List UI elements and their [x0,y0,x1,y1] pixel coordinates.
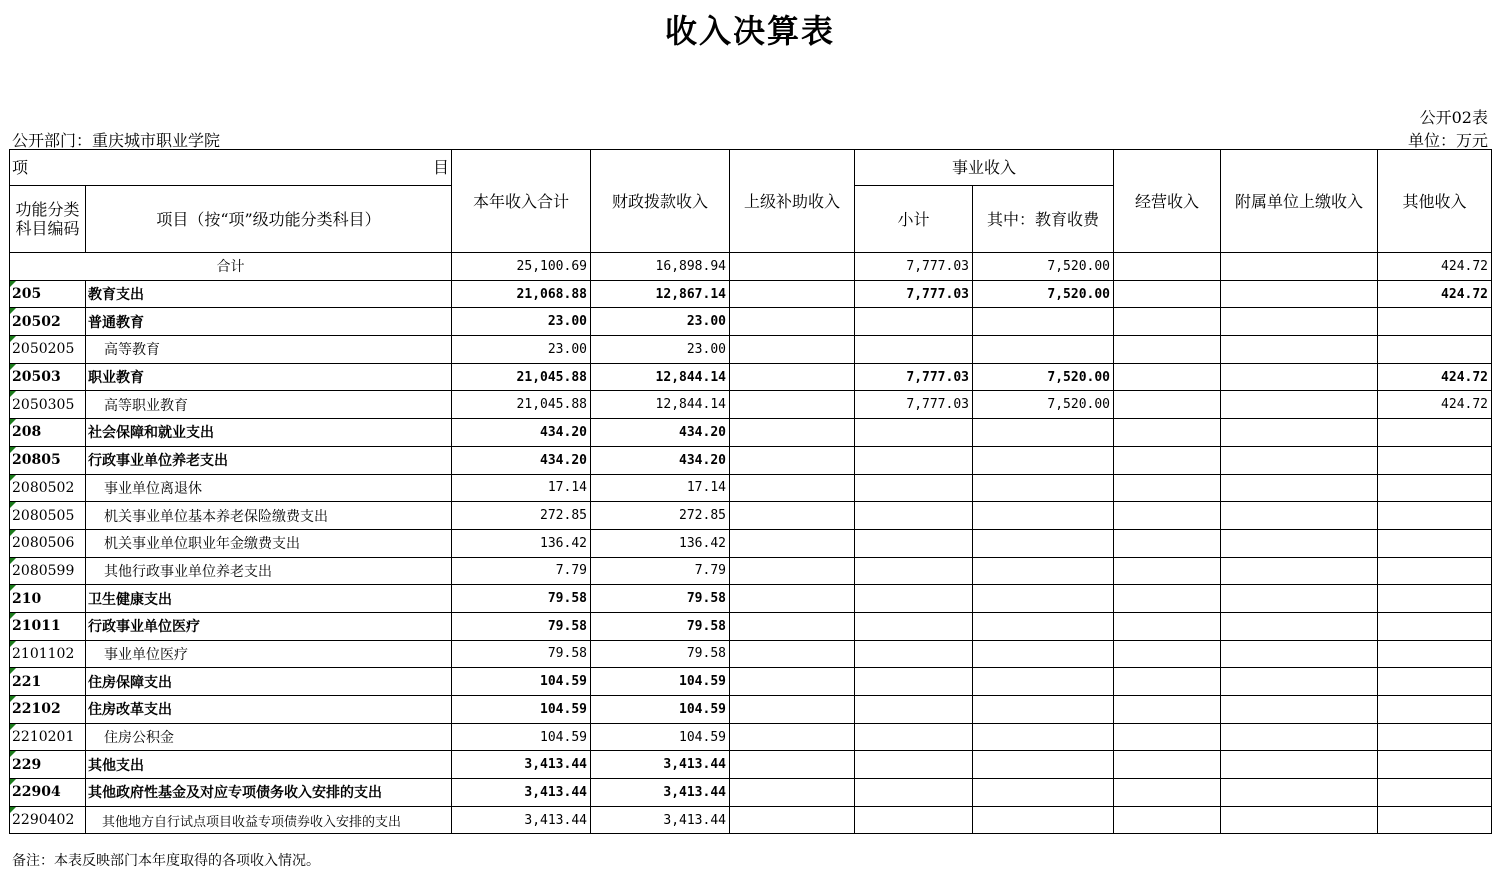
row-career-edu: 7,520.00 [973,391,1114,419]
row-total: 104.59 [452,668,591,696]
table-row [10,585,1492,613]
row-affiliated [1221,419,1378,447]
table-row [10,779,1492,807]
row-affiliated [1221,336,1378,364]
row-career-edu [973,502,1114,530]
row-fiscal: 104.59 [591,668,730,696]
row-business [1114,280,1221,308]
row-superior [730,280,855,308]
row-affiliated [1221,696,1378,724]
row-other [1378,668,1492,696]
row-total: 79.58 [452,585,591,613]
row-code: 2050305 [10,391,86,419]
table-row [10,529,1492,557]
table-row [10,391,1492,419]
row-name: 机关事业单位基本养老保险缴费支出 [86,502,452,530]
header-career-sub: 小计 [855,186,973,253]
row-superior [730,585,855,613]
row-name: 事业单位医疗 [86,640,452,668]
row-career-edu [973,612,1114,640]
row-fiscal: 104.59 [591,723,730,751]
row-code: 20503 [10,363,86,391]
header-superior: 上级补助收入 [730,150,855,253]
row-career-edu [973,446,1114,474]
table-row [10,446,1492,474]
row-superior [730,308,855,336]
row-other: 424.72 [1378,391,1492,419]
row-superior [730,474,855,502]
row-career-sub [855,557,973,585]
row-other [1378,585,1492,613]
row-fiscal: 79.58 [591,585,730,613]
row-career-sub: 7,777.03 [855,280,973,308]
row-career-edu [973,779,1114,807]
row-superior [730,557,855,585]
row-code: 2080506 [10,529,86,557]
row-fiscal: 23.00 [591,336,730,364]
row-business [1114,612,1221,640]
row-total: 136.42 [452,529,591,557]
row-career-edu [973,557,1114,585]
row-affiliated [1221,668,1378,696]
row-other [1378,502,1492,530]
row-business [1114,779,1221,807]
row-career-edu [973,806,1114,834]
row-superior [730,612,855,640]
row-fiscal: 104.59 [591,696,730,724]
row-superior [730,446,855,474]
total-affiliated [1221,253,1378,281]
row-total: 3,413.44 [452,751,591,779]
header-business: 经营收入 [1114,150,1221,253]
row-career-sub [855,640,973,668]
row-other [1378,474,1492,502]
row-code: 208 [10,419,86,447]
row-business [1114,502,1221,530]
row-superior [730,502,855,530]
row-total: 21,068.88 [452,280,591,308]
row-fiscal: 12,867.14 [591,280,730,308]
table-row [10,668,1492,696]
row-name: 行政事业单位医疗 [86,612,452,640]
row-total: 21,045.88 [452,363,591,391]
row-affiliated [1221,640,1378,668]
row-total: 104.59 [452,696,591,724]
table-row [10,474,1492,502]
total-row [10,253,1492,281]
row-career-edu [973,723,1114,751]
row-superior [730,779,855,807]
row-fiscal: 23.00 [591,308,730,336]
row-code: 22102 [10,696,86,724]
table-row [10,363,1492,391]
row-career-sub [855,696,973,724]
row-other [1378,696,1492,724]
total-fiscal: 16,898.94 [591,253,730,281]
row-name: 教育支出 [86,280,452,308]
row-code: 2290402 [10,806,86,834]
row-business [1114,419,1221,447]
row-superior [730,696,855,724]
income-table [9,149,1492,834]
row-code: 22904 [10,779,86,807]
row-fiscal: 136.42 [591,529,730,557]
row-career-sub: 7,777.03 [855,363,973,391]
total-business [1114,253,1221,281]
table-row [10,336,1492,364]
row-affiliated [1221,280,1378,308]
table-row [10,723,1492,751]
row-superior [730,640,855,668]
row-affiliated [1221,751,1378,779]
row-other [1378,446,1492,474]
row-career-sub [855,474,973,502]
row-affiliated [1221,529,1378,557]
total-other: 424.72 [1378,253,1492,281]
table-row [10,280,1492,308]
header-affiliated: 附属单位上缴收入 [1221,150,1378,253]
row-total: 272.85 [452,502,591,530]
row-career-edu [973,419,1114,447]
row-name: 机关事业单位职业年金缴费支出 [86,529,452,557]
row-business [1114,529,1221,557]
row-superior [730,363,855,391]
row-superior [730,529,855,557]
header-code: 功能分类科目编码 [10,186,86,253]
row-business [1114,806,1221,834]
row-code: 21011 [10,612,86,640]
row-total: 21,045.88 [452,391,591,419]
row-other [1378,529,1492,557]
table-row [10,557,1492,585]
row-other: 424.72 [1378,280,1492,308]
row-name: 普通教育 [86,308,452,336]
row-code: 2101102 [10,640,86,668]
row-career-sub [855,529,973,557]
row-career-edu [973,529,1114,557]
row-other [1378,779,1492,807]
total-superior [730,253,855,281]
row-code: 20805 [10,446,86,474]
row-affiliated [1221,723,1378,751]
header-career-edu: 其中：教育收费 [973,186,1114,253]
row-name: 事业单位离退休 [86,474,452,502]
row-career-sub: 7,777.03 [855,391,973,419]
row-fiscal: 434.20 [591,419,730,447]
row-total: 23.00 [452,308,591,336]
table-row [10,502,1492,530]
row-total: 17.14 [452,474,591,502]
header-other: 其他收入 [1378,150,1492,253]
row-business [1114,474,1221,502]
row-total: 3,413.44 [452,806,591,834]
department-label: 公开部门：重庆城市职业学院 [12,131,221,150]
row-other [1378,612,1492,640]
row-business [1114,557,1221,585]
row-career-edu [973,308,1114,336]
row-career-sub [855,308,973,336]
row-fiscal: 79.58 [591,612,730,640]
row-name: 社会保障和就业支出 [86,419,452,447]
row-career-sub [855,668,973,696]
row-other [1378,640,1492,668]
row-career-sub [855,751,973,779]
row-career-edu [973,668,1114,696]
row-superior [730,751,855,779]
header-item-left: 项 [12,158,29,177]
row-business [1114,640,1221,668]
row-code: 2080599 [10,557,86,585]
row-career-sub [855,336,973,364]
row-total: 434.20 [452,419,591,447]
row-career-edu [973,336,1114,364]
row-other [1378,419,1492,447]
row-business [1114,446,1221,474]
row-name: 住房保障支出 [86,668,452,696]
row-name: 住房公积金 [86,723,452,751]
row-business [1114,336,1221,364]
table-row [10,612,1492,640]
row-fiscal: 272.85 [591,502,730,530]
row-total: 434.20 [452,446,591,474]
header-career: 事业收入 [855,150,1114,186]
row-other [1378,806,1492,834]
row-name: 高等职业教育 [86,391,452,419]
row-code: 2080502 [10,474,86,502]
row-code: 229 [10,751,86,779]
row-other: 424.72 [1378,363,1492,391]
row-other [1378,751,1492,779]
table-row [10,696,1492,724]
row-other [1378,557,1492,585]
row-fiscal: 79.58 [591,640,730,668]
row-business [1114,391,1221,419]
row-career-edu [973,696,1114,724]
row-affiliated [1221,474,1378,502]
row-code: 205 [10,280,86,308]
row-business [1114,308,1221,336]
row-career-sub [855,612,973,640]
row-fiscal: 12,844.14 [591,363,730,391]
row-career-edu [973,751,1114,779]
row-career-edu [973,640,1114,668]
row-superior [730,419,855,447]
row-career-edu: 7,520.00 [973,363,1114,391]
table-row [10,308,1492,336]
row-code: 221 [10,668,86,696]
row-code: 2210201 [10,723,86,751]
row-superior [730,723,855,751]
row-superior [730,806,855,834]
table-row [10,419,1492,447]
row-name: 行政事业单位养老支出 [86,446,452,474]
row-career-edu [973,585,1114,613]
row-total: 23.00 [452,336,591,364]
row-name: 其他行政事业单位养老支出 [86,557,452,585]
row-fiscal: 12,844.14 [591,391,730,419]
row-career-sub [855,779,973,807]
table-row [10,640,1492,668]
table-row [10,751,1492,779]
row-total: 7.79 [452,557,591,585]
row-name: 其他支出 [86,751,452,779]
row-career-sub [855,446,973,474]
header-name: 项目（按“项”级功能分类科目） [86,186,452,253]
row-business [1114,668,1221,696]
row-business [1114,363,1221,391]
row-name: 其他政府性基金及对应专项债务收入安排的支出 [86,779,452,807]
row-fiscal: 17.14 [591,474,730,502]
row-name: 住房改革支出 [86,696,452,724]
row-business [1114,751,1221,779]
footnote: 备注：本表反映部门本年度取得的各项收入情况。 [12,853,320,869]
form-number: 公开02表 [1419,108,1488,127]
row-code: 2050205 [10,336,86,364]
total-career-sub: 7,777.03 [855,253,973,281]
row-career-sub [855,585,973,613]
total-career-edu: 7,520.00 [973,253,1114,281]
row-fiscal: 3,413.44 [591,751,730,779]
table-row [10,806,1492,834]
row-total: 79.58 [452,640,591,668]
header-fiscal: 财政拨款收入 [591,150,730,253]
row-career-edu [973,474,1114,502]
unit-label: 单位：万元 [1407,131,1488,150]
row-affiliated [1221,391,1378,419]
row-name: 卫生健康支出 [86,585,452,613]
row-other [1378,723,1492,751]
row-fiscal: 7.79 [591,557,730,585]
row-name: 其他地方自行试点项目收益专项债券收入安排的支出 [86,806,452,834]
row-name: 职业教育 [86,363,452,391]
row-fiscal: 3,413.44 [591,779,730,807]
row-affiliated [1221,308,1378,336]
page-title: 收入决算表 [664,12,835,50]
row-business [1114,585,1221,613]
row-affiliated [1221,363,1378,391]
row-fiscal: 3,413.44 [591,806,730,834]
row-superior [730,668,855,696]
row-superior [730,336,855,364]
row-other [1378,336,1492,364]
row-affiliated [1221,806,1378,834]
row-total: 104.59 [452,723,591,751]
row-business [1114,723,1221,751]
header-total: 本年收入合计 [452,150,591,253]
row-name: 高等教育 [86,336,452,364]
row-career-sub [855,723,973,751]
total-label: 合计 [10,253,452,281]
row-total: 3,413.44 [452,779,591,807]
row-affiliated [1221,585,1378,613]
row-superior [730,391,855,419]
row-code: 210 [10,585,86,613]
row-business [1114,696,1221,724]
row-affiliated [1221,779,1378,807]
header-item-right: 目 [432,158,449,177]
row-code: 20502 [10,308,86,336]
row-affiliated [1221,557,1378,585]
row-affiliated [1221,612,1378,640]
row-affiliated [1221,446,1378,474]
row-total: 79.58 [452,612,591,640]
total-total: 25,100.69 [452,253,591,281]
row-fiscal: 434.20 [591,446,730,474]
row-other [1378,308,1492,336]
row-career-sub [855,419,973,447]
row-career-edu: 7,520.00 [973,280,1114,308]
row-career-sub [855,806,973,834]
row-affiliated [1221,502,1378,530]
header-item [10,150,452,186]
row-career-sub [855,502,973,530]
row-code: 2080505 [10,502,86,530]
